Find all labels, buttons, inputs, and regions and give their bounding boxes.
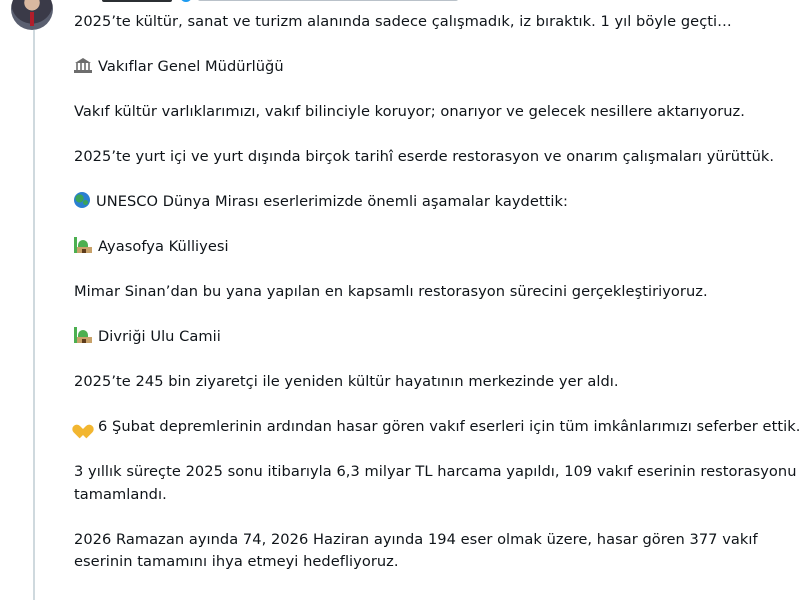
globe-icon — [74, 192, 90, 208]
post-paragraph-unesco: UNESCO Dünya Mirası eserlerimizde önemli aşamalar kaydettik: — [74, 191, 809, 214]
verified-badge-icon — [180, 0, 192, 2]
avatar[interactable] — [11, 0, 53, 30]
post-paragraph-earthquake: 6 Şubat depremlerinin ardından hasar gören vakıf eserleri için tüm imkânlarımızı seferber ettik. — [74, 416, 809, 439]
classical-building-icon — [74, 57, 92, 73]
post-paragraph-intro: 2025’te kültür, sanat ve turizm alanında sadece çalışmadık, iz bıraktık. 1 yıl böyle geçti… — [74, 13, 732, 30]
mosque-icon — [74, 327, 92, 343]
post-header — [72, 0, 452, 4]
thread-line — [33, 30, 35, 600]
post-paragraph-restore: 2025’te yurt içi ve yurt dışında birçok tarihî eserde restorasyon ve onarım çalışmaları yürüttük. — [74, 148, 775, 165]
post-text — [74, 11, 809, 596]
mosque-icon — [74, 237, 92, 253]
post-paragraph-vgm: Vakıflar Genel Müdürlüğü — [74, 56, 809, 79]
post-paragraph-ayasofya-desc: Mimar Sinan’dan bu yana yapılan en kapsamlı restorasyon sürecini gerçekleştiriyoruz. — [74, 283, 708, 300]
author-handle[interactable] — [198, 0, 458, 1]
yellow-heart-icon — [74, 417, 92, 433]
post-paragraph-divrigi-desc: 2025’te 245 bin ziyaretçi ile yeniden kültür hayatının merkezinde yer aldı. — [74, 373, 619, 390]
post-paragraph-targets: 2026 Ramazan ayında 74, 2026 Haziran ayında 194 eser olmak üzere, hasar gören 377 vakıf eserinin tamamını ihya etmeyi hedefliyoruz. — [74, 530, 758, 570]
post-paragraph-spending: 3 yıllık süreçte 2025 sonu itibarıyla 6,3 milyar TL harcama yapıldı, 109 vakıf eserinin restorasyonu tamamlandı. — [74, 463, 797, 503]
author-name[interactable] — [102, 0, 172, 2]
post-paragraph-divrigi: Divriği Ulu Camii — [74, 326, 809, 349]
post-paragraph-ayasofya: Ayasofya Külliyesi — [74, 236, 809, 259]
post-paragraph-protect: Vakıf kültür varlıklarımızı, vakıf bilinciyle koruyor; onarıyor ve gelecek nesillere aktarıyoruz. — [74, 103, 745, 120]
